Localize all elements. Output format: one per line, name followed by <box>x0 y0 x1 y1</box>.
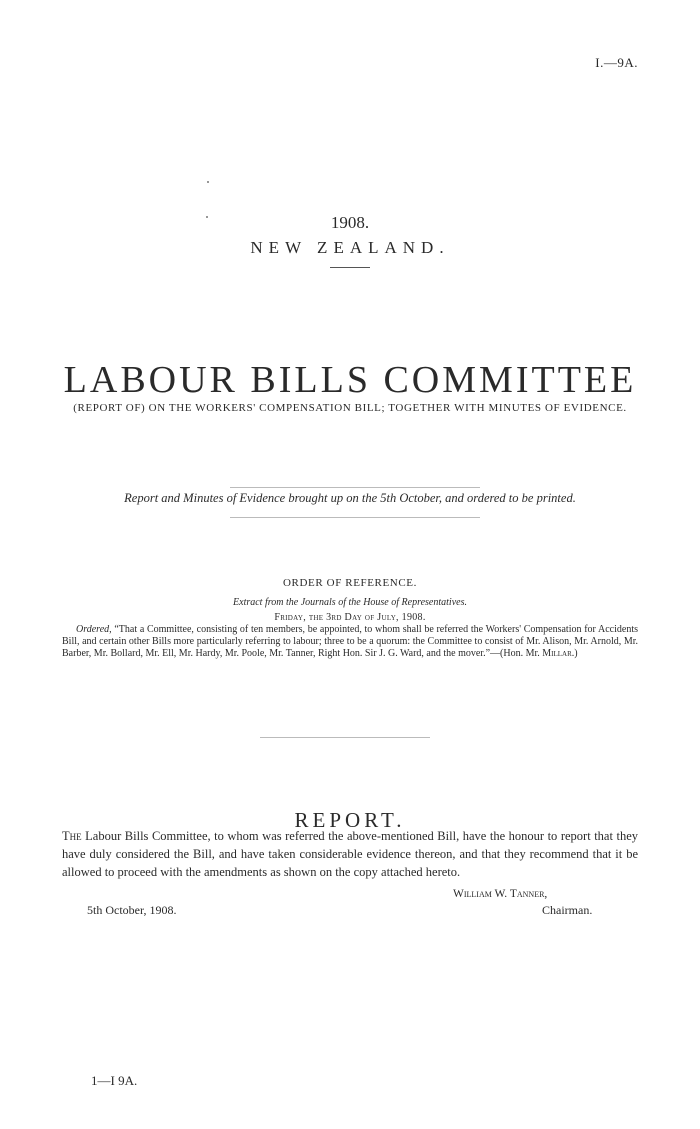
mover-name: Millar <box>542 648 572 659</box>
divider-rule <box>330 267 370 268</box>
report-heading: REPORT. <box>294 808 406 832</box>
report-body: Labour Bills Committee, to whom was referred the above-mentioned Bill, have the honour to report that they have duly considered the Bill, and have taken considerable evidence thereon, and that they recommend that it be allowed to proceed with the amendments as shown on the copy attached hereto. <box>62 829 638 879</box>
divider-rule <box>230 517 480 518</box>
report-first-word: The <box>62 829 82 843</box>
divider-rule <box>260 737 430 738</box>
order-of-reference-heading: ORDER OF REFERENCE. <box>283 577 417 589</box>
laid-before-notice: Report and Minutes of Evidence brought up on the 5th October, and ordered to be printed. <box>124 491 576 505</box>
journal-extract-line: Extract from the Journals of the House of Representatives. <box>233 597 467 608</box>
report-text <box>62 827 638 881</box>
country-heading: NEW ZEALAND. <box>250 238 450 257</box>
paper-reference-code: I.—9A. <box>595 55 638 70</box>
print-speck <box>207 181 209 183</box>
ordered-lead-word: Ordered, <box>76 624 112 635</box>
signatory-name: William W. Tanner, <box>453 888 548 900</box>
order-body: “That a Committee, consisting of ten members, be appointed, to whom shall be referred the Workers' Compensation for Accidents Bill, and certain other Bills more particularly referring to labour; three to be a quorum: the Committee to consist of Mr. Alison, Mr. Arnold, Mr. Barber, Mr. Bollard, Mr. Ell, Mr. Hardy, Mr. Poole, Mr. Tanner, Right Hon. Sir J. G. Ward, and the mover.”—(Hon. Mr. <box>62 624 639 659</box>
report-date: 5th October, 1908. <box>87 903 177 917</box>
divider-rule <box>230 487 480 488</box>
page-footer-code: 1—I 9A. <box>91 1073 138 1088</box>
order-date-line: Friday, the 3rd Day of July, 1908. <box>274 612 426 623</box>
signatory-title: Chairman. <box>542 903 593 917</box>
document-title: LABOUR BILLS COMMITTEE <box>63 359 637 401</box>
order-closing: .) <box>571 648 578 659</box>
order-of-reference-text <box>62 624 638 660</box>
document-subtitle: (REPORT OF) ON THE WORKERS' COMPENSATION BILL; TOGETHER WITH MINUTES OF EVIDENCE. <box>73 402 627 414</box>
year: 1908. <box>330 213 370 232</box>
